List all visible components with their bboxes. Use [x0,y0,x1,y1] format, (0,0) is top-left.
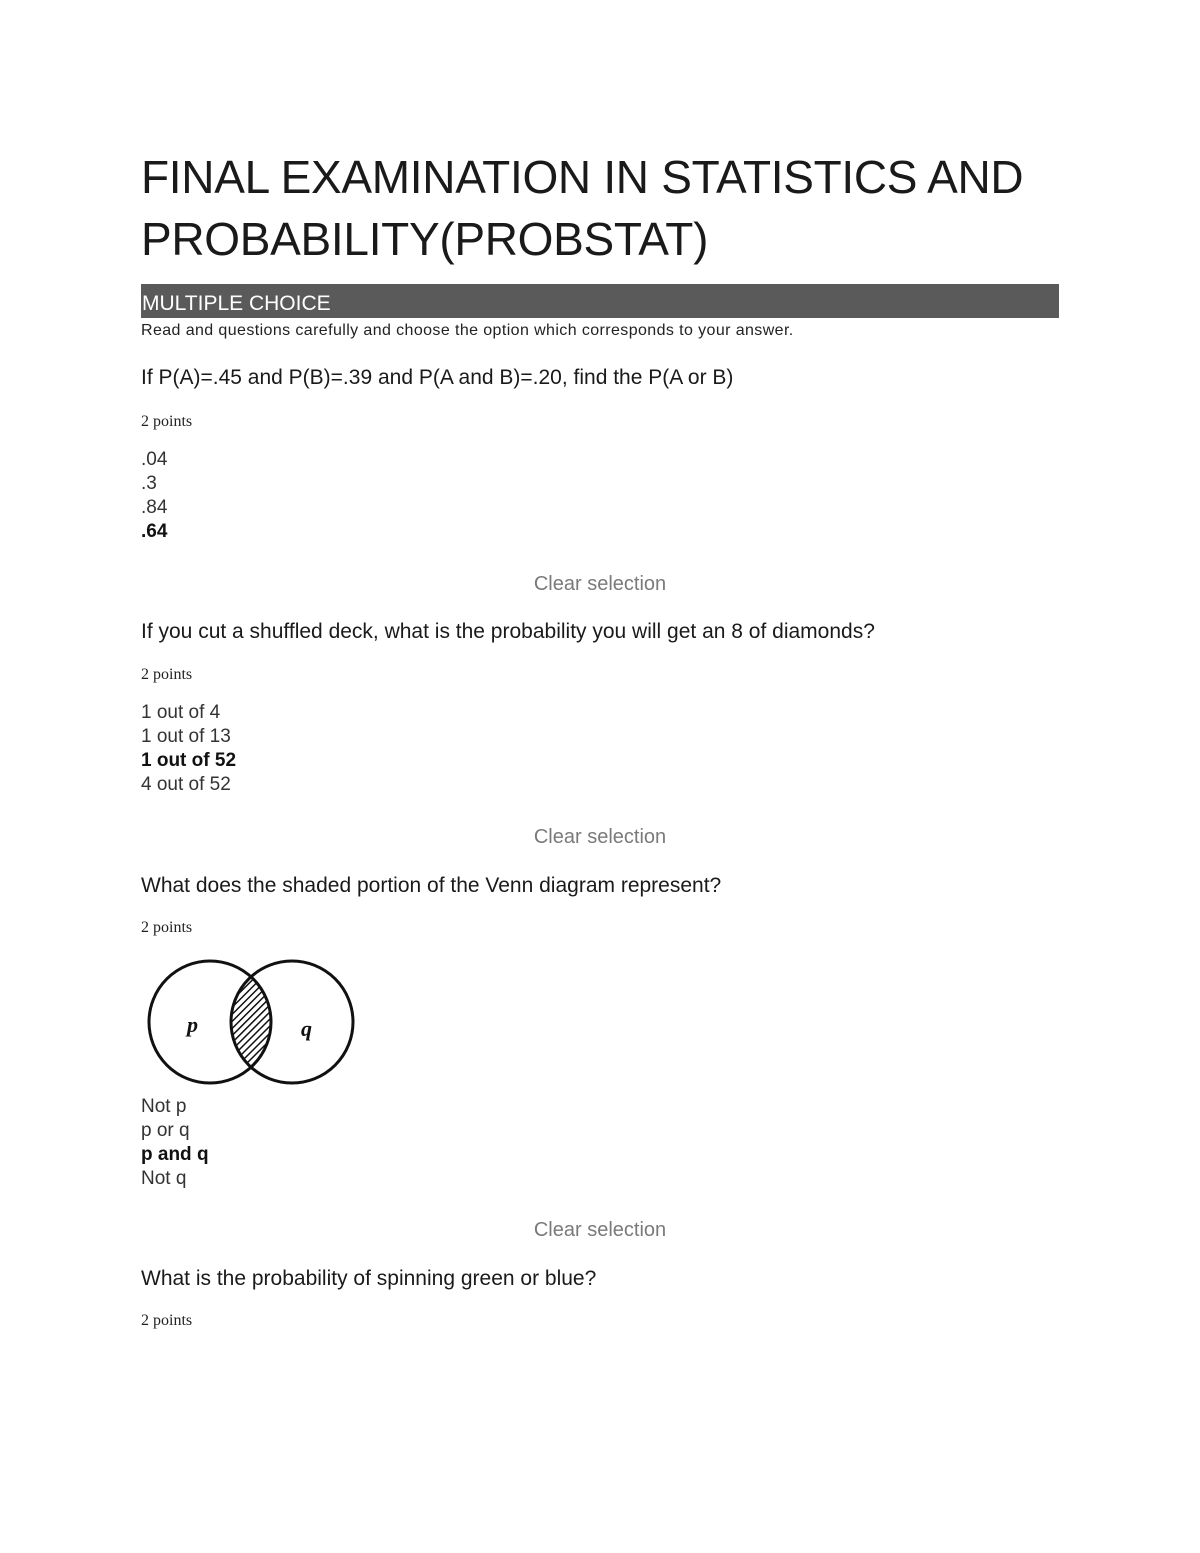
question-3-text: What does the shaded portion of the Venn diagram represent? [141,874,722,897]
question-3-option-1[interactable]: Not p [141,1096,187,1117]
question-3-option-3[interactable]: p and q [141,1144,209,1165]
question-2-text: If you cut a shuffled deck, what is the probability you will get an 8 of diamonds? [141,620,875,643]
venn-label-p: p [187,1012,198,1037]
question-2-option-4[interactable]: 4 out of 52 [141,774,231,795]
question-3-option-2[interactable]: p or q [141,1120,190,1141]
title-line-2: PROBABILITY(PROBSTAT) [141,213,709,265]
question-3-clear-selection[interactable]: Clear selection [533,1219,667,1241]
page-title [141,146,1059,270]
title-line-1: FINAL EXAMINATION IN STATISTICS AND [141,151,1024,203]
question-2-options [141,701,236,797]
question-2-option-2[interactable]: 1 out of 13 [141,726,231,747]
question-1-text: If P(A)=.45 and P(B)=.39 and P(A and B)=.20, find the P(A or B) [141,366,734,389]
question-1-option-1[interactable]: .04 [141,449,168,470]
question-1-option-3[interactable]: .84 [141,497,168,518]
question-1-points: 2 points [141,413,193,430]
section-header: MULTIPLE CHOICE [141,284,1059,318]
question-1-option-4[interactable]: .64 [141,521,168,542]
question-2-option-1[interactable]: 1 out of 4 [141,702,221,723]
venn-label-q: q [301,1016,312,1041]
venn-diagram [146,958,362,1088]
question-3-points: 2 points [141,919,193,936]
question-2-clear-selection[interactable]: Clear selection [533,826,667,848]
question-1-option-2[interactable]: .3 [141,473,157,494]
question-2-points: 2 points [141,666,193,683]
question-2-option-3[interactable]: 1 out of 52 [141,750,237,771]
question-1-options [141,448,167,544]
question-1-clear-selection[interactable]: Clear selection [533,573,667,595]
exam-page [141,0,1059,1553]
section-instructions: Read and questions carefully and choose the option which corresponds to your answer. [141,322,794,339]
question-4-points: 2 points [141,1312,193,1329]
question-3-options [141,1095,209,1191]
question-4-text: What is the probability of spinning green or blue? [141,1267,597,1290]
question-3-option-4[interactable]: Not q [141,1168,187,1189]
